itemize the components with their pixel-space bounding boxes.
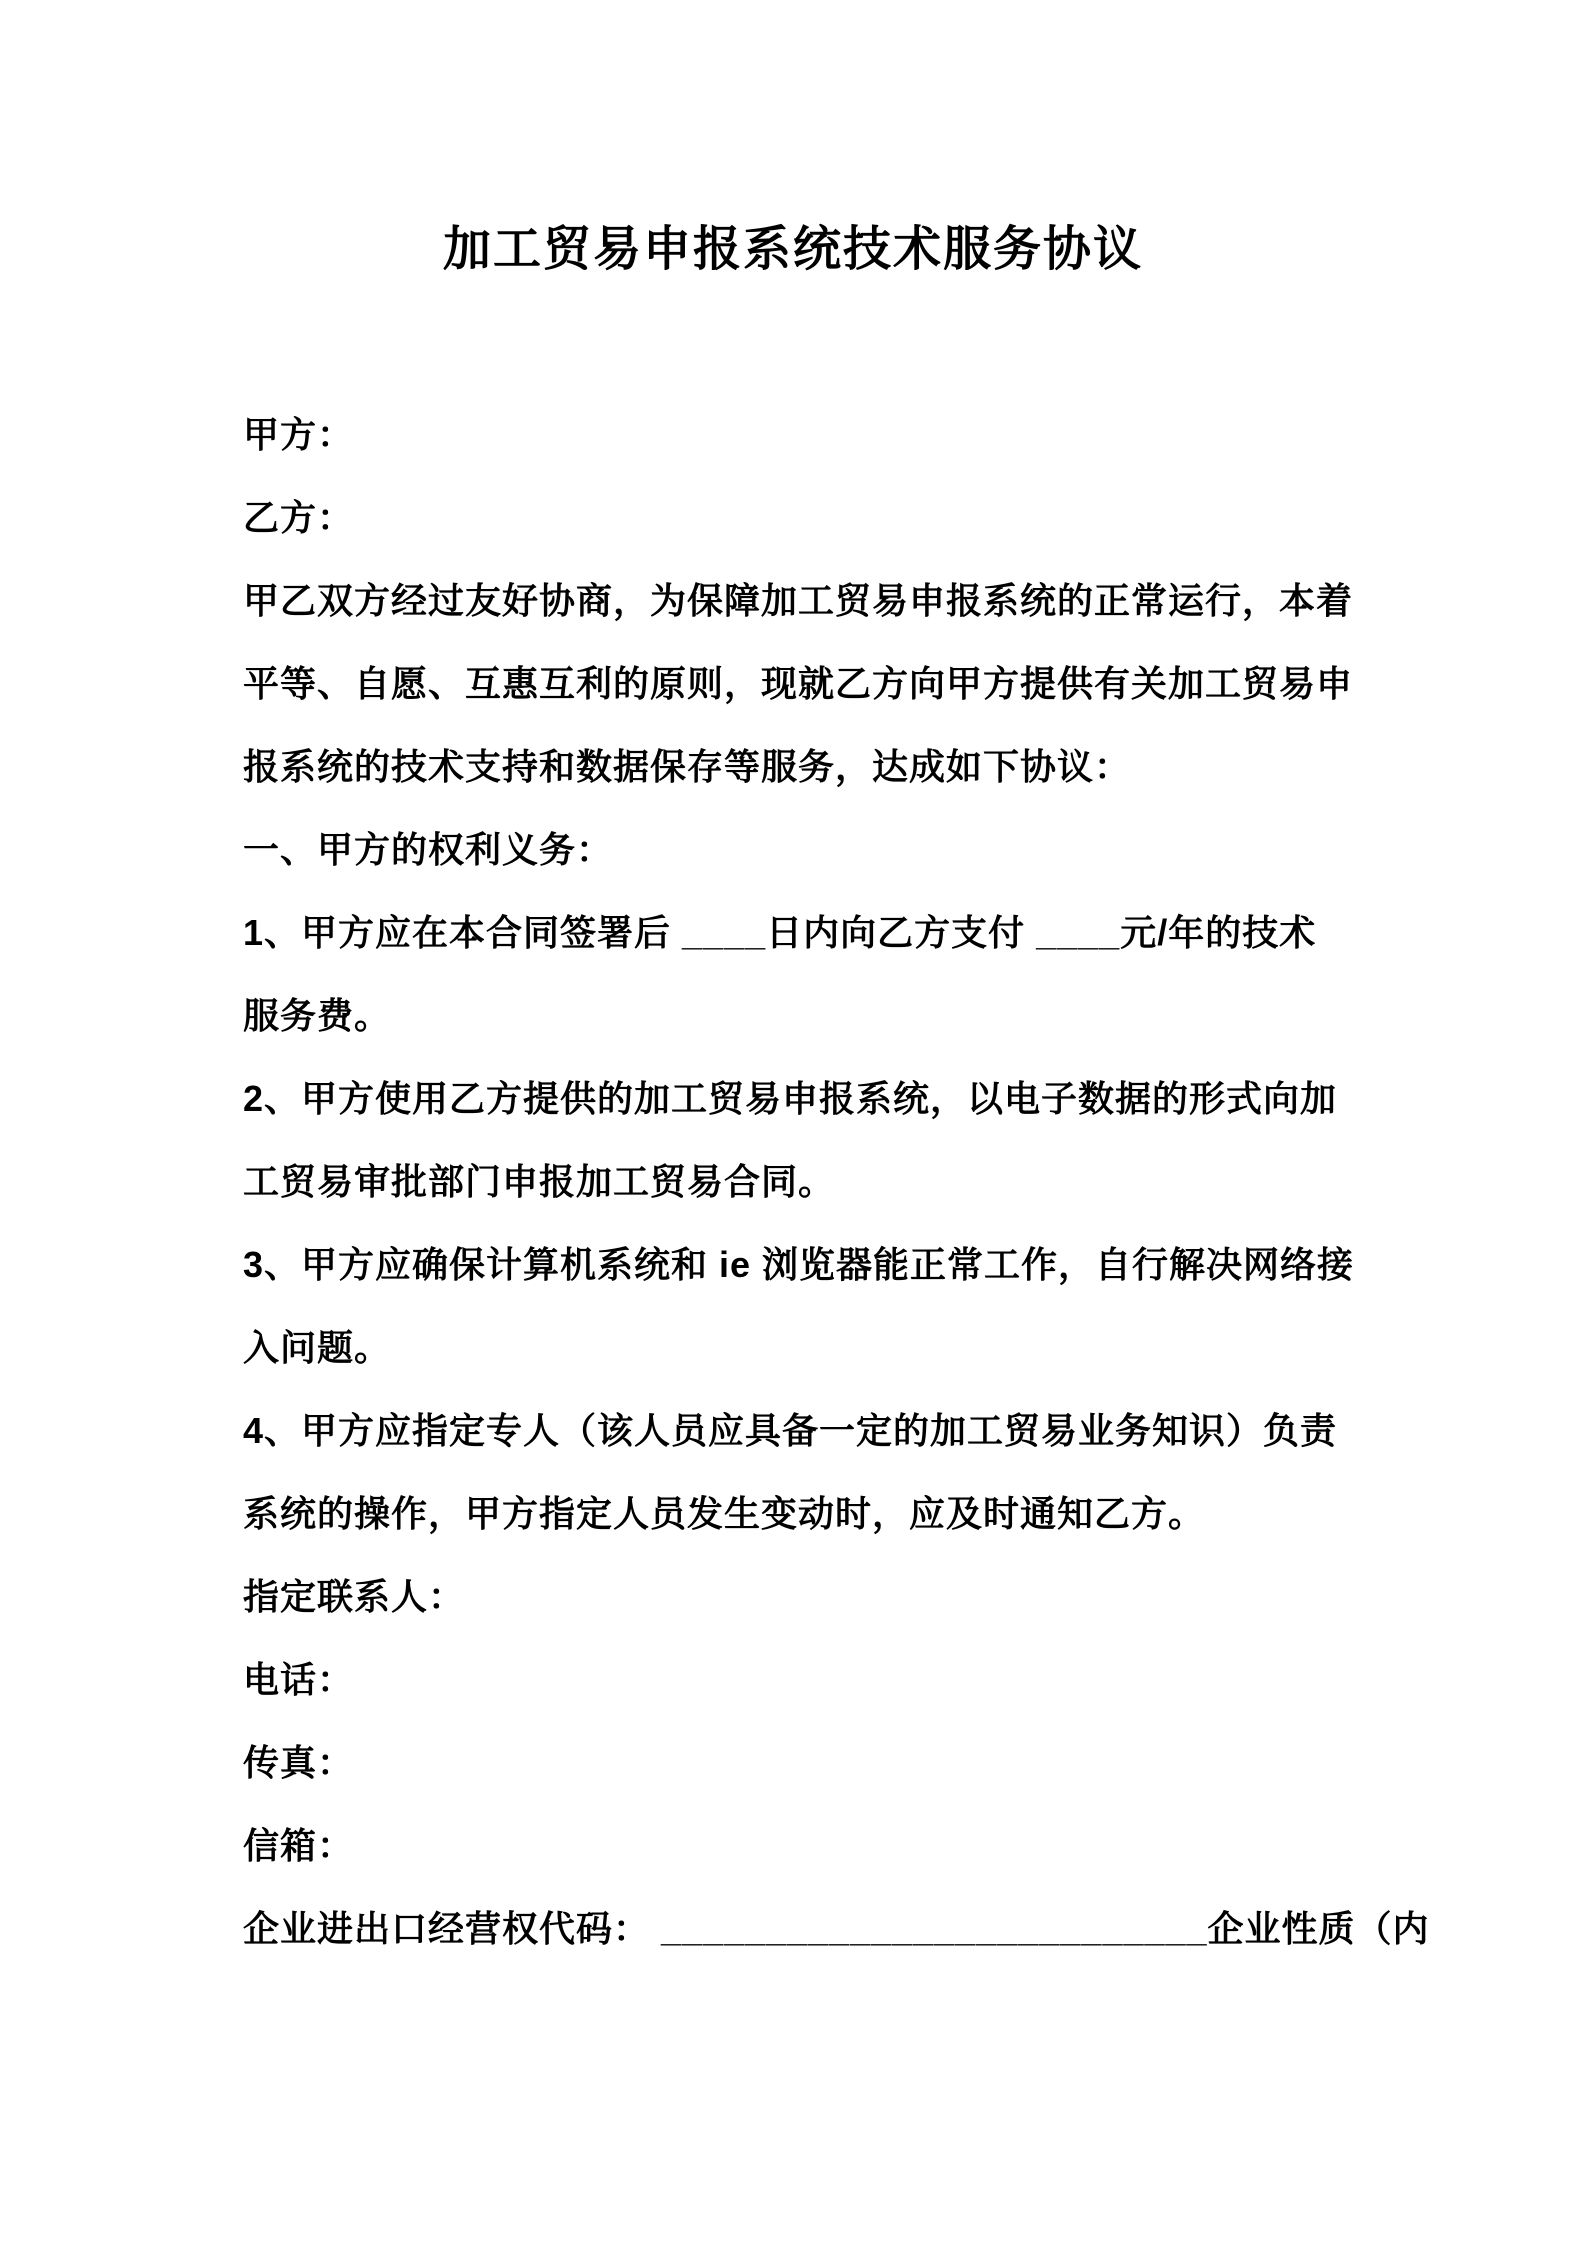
line-contact-person: 指定联系人： <box>243 1576 466 1617</box>
line-clause-3b: 入问题。 <box>243 1327 392 1368</box>
line-phone: 电话： <box>243 1659 355 1700</box>
line-clause-4b: 系统的操作，甲方指定人员发生变动时，应及时通知乙方。 <box>243 1493 1206 1534</box>
line-clause-3a: 3、甲方应确保计算机系统和 ie 浏览器能正常工作，自行解决网络接 <box>243 1244 1355 1285</box>
line-clause-1b: 服务费。 <box>243 995 392 1036</box>
line-email: 信箱： <box>243 1825 355 1866</box>
line-clause-2a: 2、甲方使用乙方提供的加工贸易申报系统，以电子数据的形式向加 <box>243 1078 1338 1119</box>
document-body <box>243 393 1430 1970</box>
line-preamble-3: 报系统的技术支持和数据保存等服务，达成如下协议： <box>243 746 1132 787</box>
document-title: 加工贸易申报系统技术服务协议 <box>442 223 1143 276</box>
line-section-1-heading: 一、甲方的权利义务： <box>243 829 614 870</box>
line-enterprise-code: 企业进出口经营权代码： __________________________企业性质（内 <box>243 1908 1430 1949</box>
line-preamble-1: 甲乙双方经过友好协商，为保障加工贸易申报系统的正常运行，本着 <box>243 580 1354 621</box>
line-clause-4a: 4、甲方应指定专人（该人员应具备一定的加工贸易业务知识）负责 <box>243 1410 1338 1451</box>
line-preamble-2: 平等、自愿、互惠互利的原则，现就乙方向甲方提供有关加工贸易申 <box>243 663 1354 704</box>
line-party-a: 甲方： <box>243 414 355 455</box>
line-clause-1a: 1、甲方应在本合同签署后 ____日内向乙方支付 ____元/年的技术 <box>243 912 1317 953</box>
line-party-b: 乙方： <box>243 497 355 538</box>
line-fax: 传真： <box>243 1742 355 1783</box>
line-clause-2b: 工贸易审批部门申报加工贸易合同。 <box>243 1161 836 1202</box>
